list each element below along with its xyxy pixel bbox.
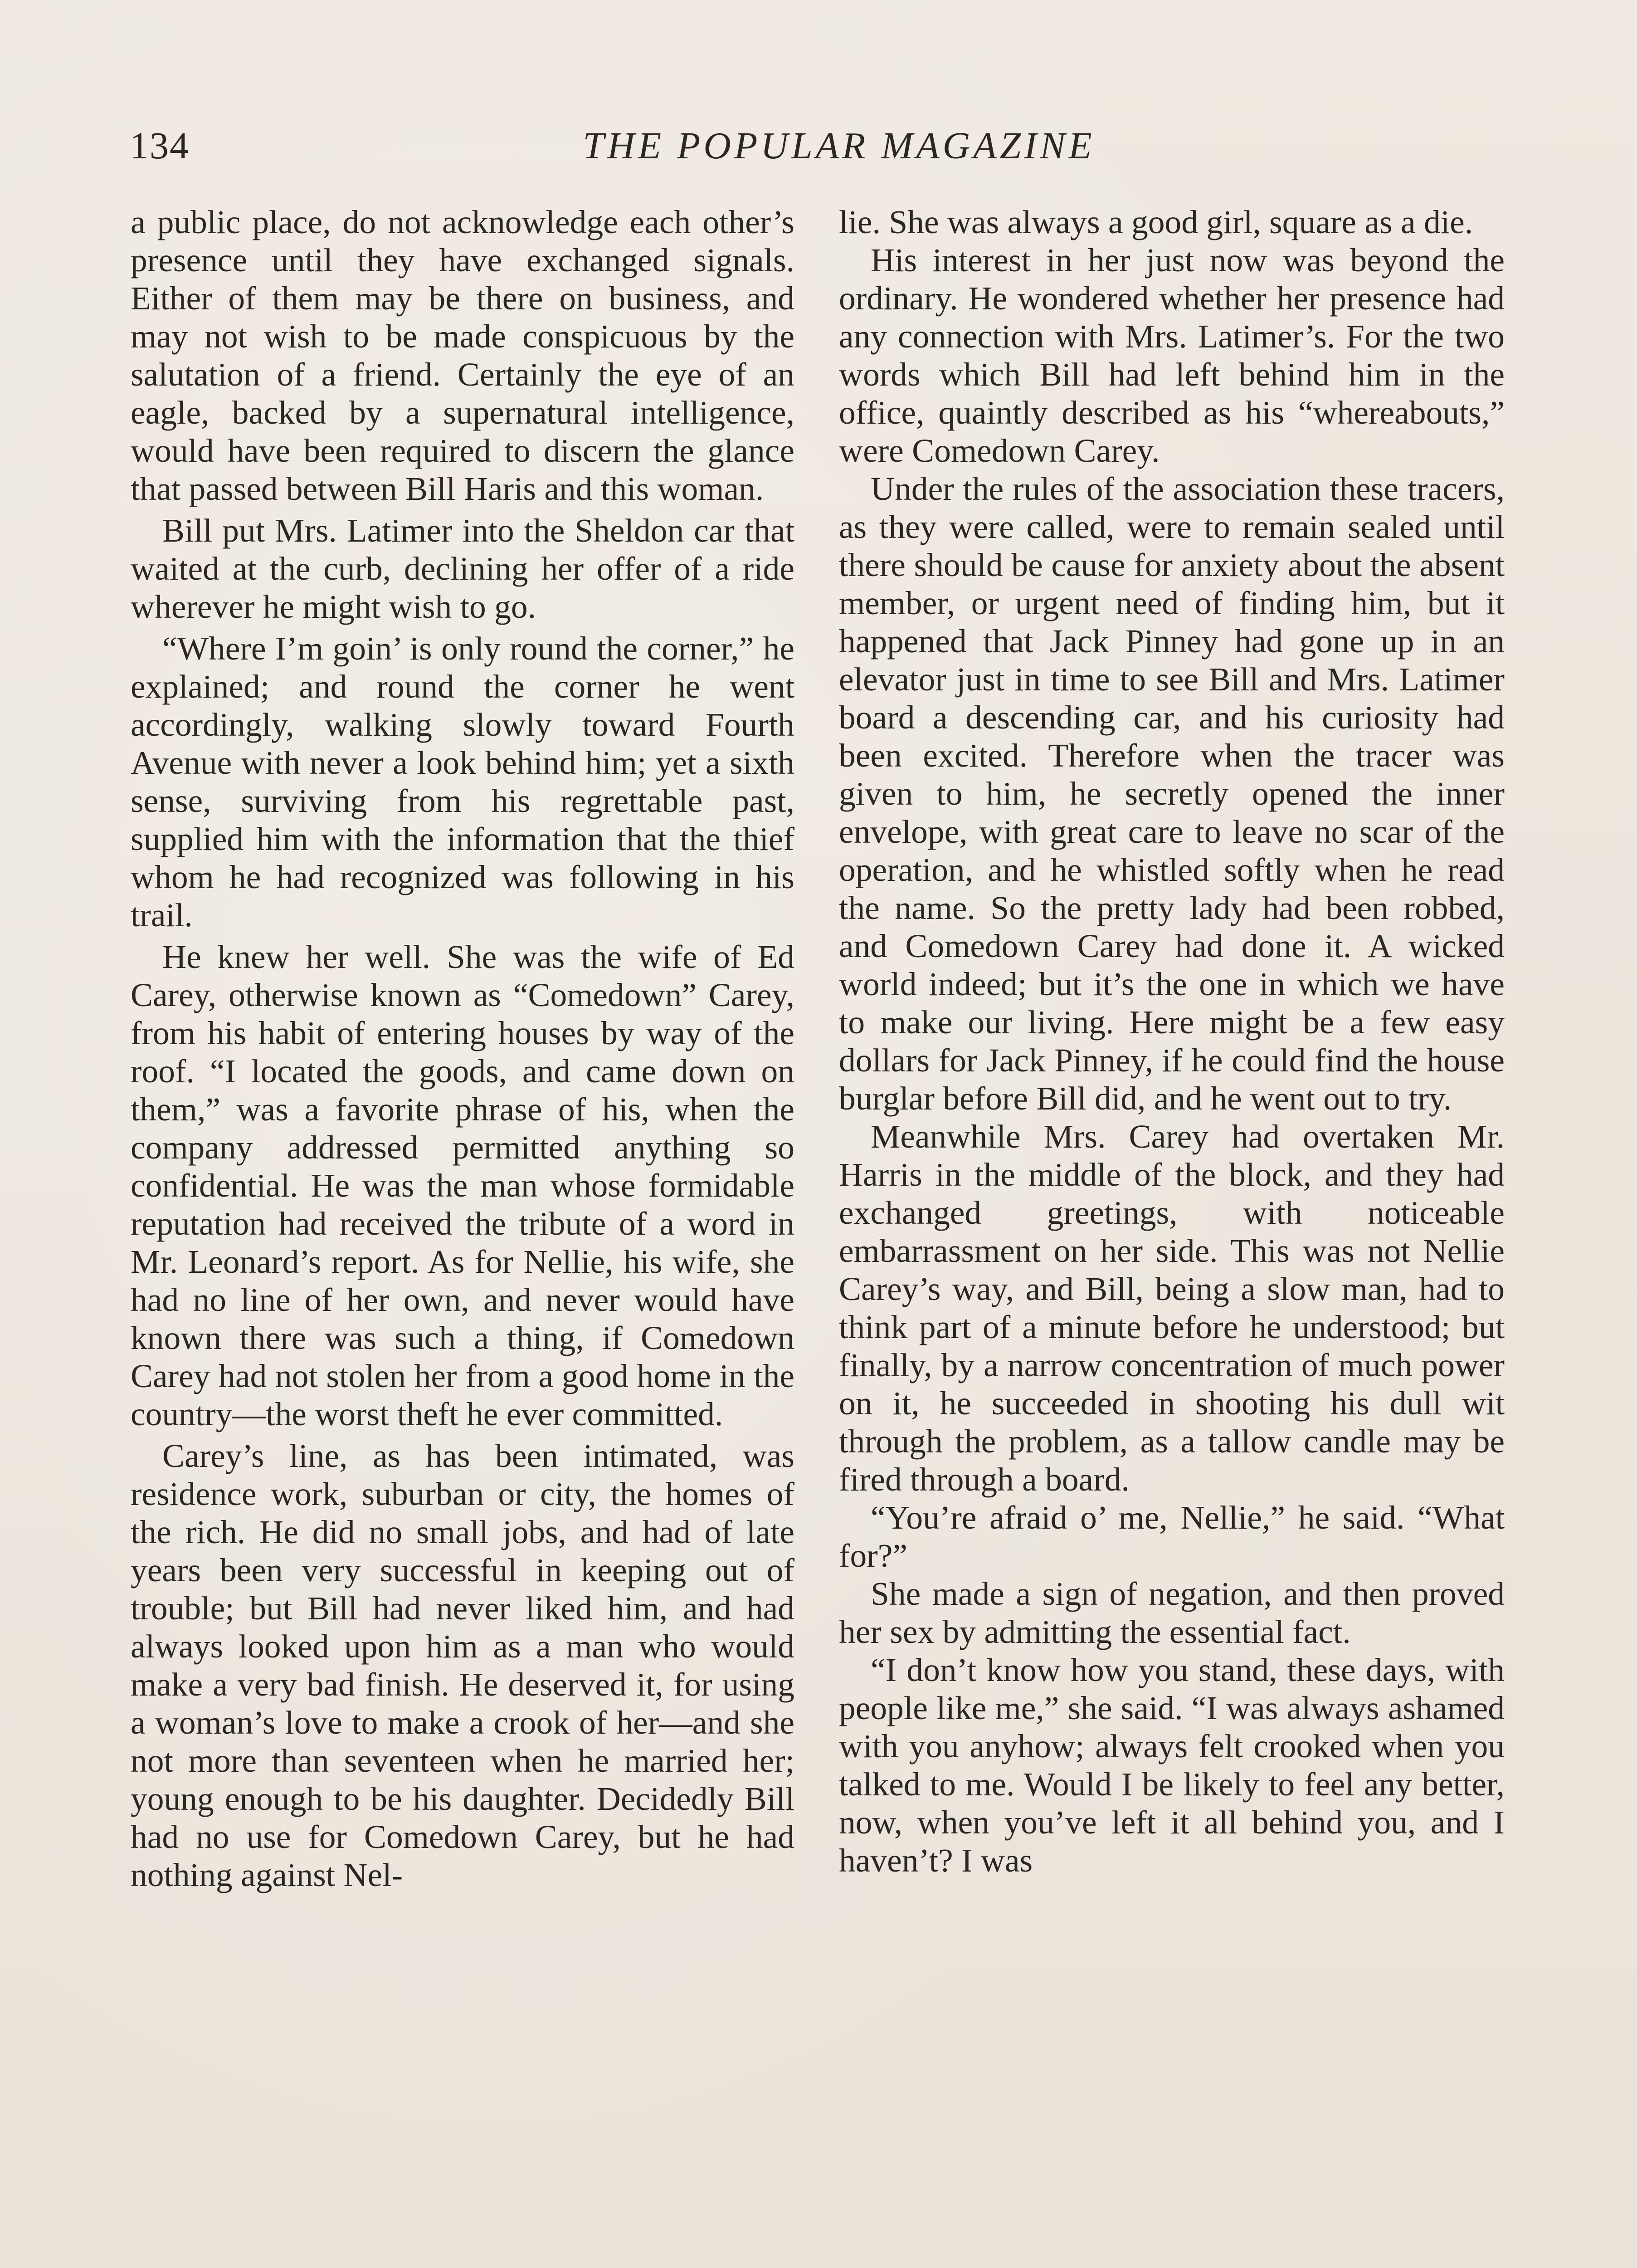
paragraph: Under the rules of the association these tracers, as they were called, were to remain sealed until there should be cause for anxiety about the absent member, or urgent need of finding him, but it happened that Jack Pinney had gone up in an elevator just in time to see Bill and Mrs. Latimer board a descending car, and his curiosity had been excited. Therefore when the tracer was given to him, he secretly opened the inner envelope, with great care to leave no scar of the operation, and he whistled softly when he read the name. So the pretty lady had been robbed, and Comedown Carey had done it. A wicked world indeed; but it’s the one in which we have to make our living. Here might be a few easy dollars for Jack Pinney, if he could find the house burglar before Bill did, and he went out to try. (839, 470, 1505, 1117)
page-number: 134 (130, 125, 190, 167)
paragraph: She made a sign of negation, and then proved her sex by admitting the essential fact. (839, 1575, 1505, 1650)
paragraph: His interest in her just now was beyond the ordinary. He wondered whether her presence had any connection with Mrs. Latimer’s. For the two words which Bill had left behind him in the office, quaintly described as his “whereabouts,” were Comedown Carey. (839, 242, 1505, 469)
paragraph: Carey’s line, as has been intimated, was residence work, suburban or city, the homes of the rich. He did no small jobs, and had of late years been very successful in keeping out of trouble; but Bill had never liked him, and had always looked upon him as a man who would make a very bad finish. He deserved it, for using a woman’s love to make a crook of her—and she not more than seventeen when he married her; young enough to be his daughter. Decidedly Bill had no use for Comedown Carey, but he had nothing against Nel- (131, 1437, 794, 1893)
paragraph: a public place, do not acknowledge each other’s presence until they have exchanged signals. Either of them may be there on business, and may not wish to be made conspicuous by the salutation of a friend. Certainly the eye of an eagle, backed by a supernatural intelligence, would have been required to discern the glance that passed between Bill Haris and this woman. (131, 204, 794, 507)
paragraph: He knew her well. She was the wife of Ed Carey, otherwise known as “Comedown” Carey, from his habit of entering houses by way of the roof. “I located the goods, and came down on them,” was a favorite phrase of his, when the company addressed permitted anything so confidential. He was the man whose formidable reputation had received the tribute of a word in Mr. Leonard’s report. As for Nellie, his wife, she had no line of her own, and never would have known there was such a thing, if Comedown Carey had not stolen her from a good home in the country—the worst theft he ever committed. (131, 938, 794, 1432)
paragraph: “You’re afraid o’ me, Nellie,” he said. “What for?” (839, 1499, 1505, 1574)
right-column (839, 203, 1505, 1880)
paragraph: lie. She was always a good girl, square as a die. (839, 204, 1473, 240)
left-column (131, 203, 794, 1894)
running-title: THE POPULAR MAGAZINE (583, 125, 1095, 167)
page-header (0, 119, 1637, 173)
paragraph: Bill put Mrs. Latimer into the Sheldon car that waited at the curb, declining her offer of a ride wherever he might wish to go. (131, 512, 794, 625)
paragraph: Meanwhile Mrs. Carey had overtaken Mr. Harris in the middle of the block, and they had exchanged greetings, with noticeable embarrassment on her side. This was not Nellie Carey’s way, and Bill, being a slow man, had to think part of a minute before he understood; but finally, by a narrow concentration of much power on it, he succeeded in shooting his dull wit through the problem, as a tallow candle may be fired through a board. (839, 1118, 1505, 1498)
paragraph: “Where I’m goin’ is only round the corner,” he explained; and round the corner he went accordingly, walking slowly toward Fourth Avenue with never a look behind him; yet a sixth sense, surviving from his regrettable past, supplied him with the information that the thief whom he had recognized was following in his trail. (131, 630, 794, 934)
paragraph: “I don’t know how you stand, these days, with people like me,” she said. “I was always ashamed with you anyhow; always felt crooked when you talked to me. Would I be likely to feel any better, now, when you’ve left it all behind you, and I haven’t? I was (839, 1652, 1505, 1879)
